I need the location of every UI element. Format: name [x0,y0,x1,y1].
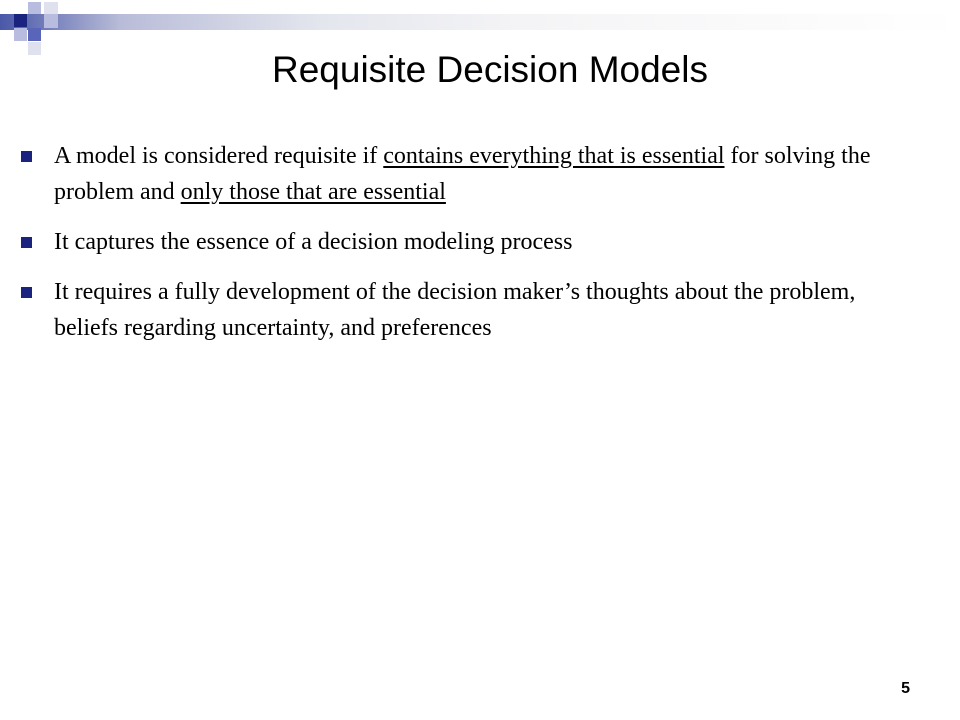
bullet-item [18,138,898,210]
corner-square-pale [44,2,58,14]
corner-square-pale [28,42,41,55]
header-gradient-band [0,14,960,30]
bullet-item [18,274,898,346]
bullet-text-segment: for solving the problem and [54,143,871,205]
slide-title: Requisite Decision Models [272,49,708,90]
corner-square-navy [14,14,27,27]
bullet-text-segment: It captures the essence of a decision modeling process [54,229,573,255]
corner-square-light [44,14,58,28]
bullet-text-underlined: contains everything that is essential [383,143,725,169]
corner-square-light [28,2,41,14]
square-bullet-icon [21,237,32,248]
bullet-list [18,138,898,360]
page-number: 5 [901,680,910,697]
bullet-text-segment: It requires a fully development of the decision maker’s thoughts about the problem, beliefs regarding uncertainty, and preferences [54,279,856,341]
bullet-item [18,224,898,260]
corner-square-light [14,28,27,41]
bullet-text-segment: A model is considered requisite if [54,143,384,169]
square-bullet-icon [21,151,32,162]
bullet-text-underlined: only those that are essential [180,179,446,205]
square-bullet-icon [21,287,32,298]
corner-square-blue [28,28,41,41]
